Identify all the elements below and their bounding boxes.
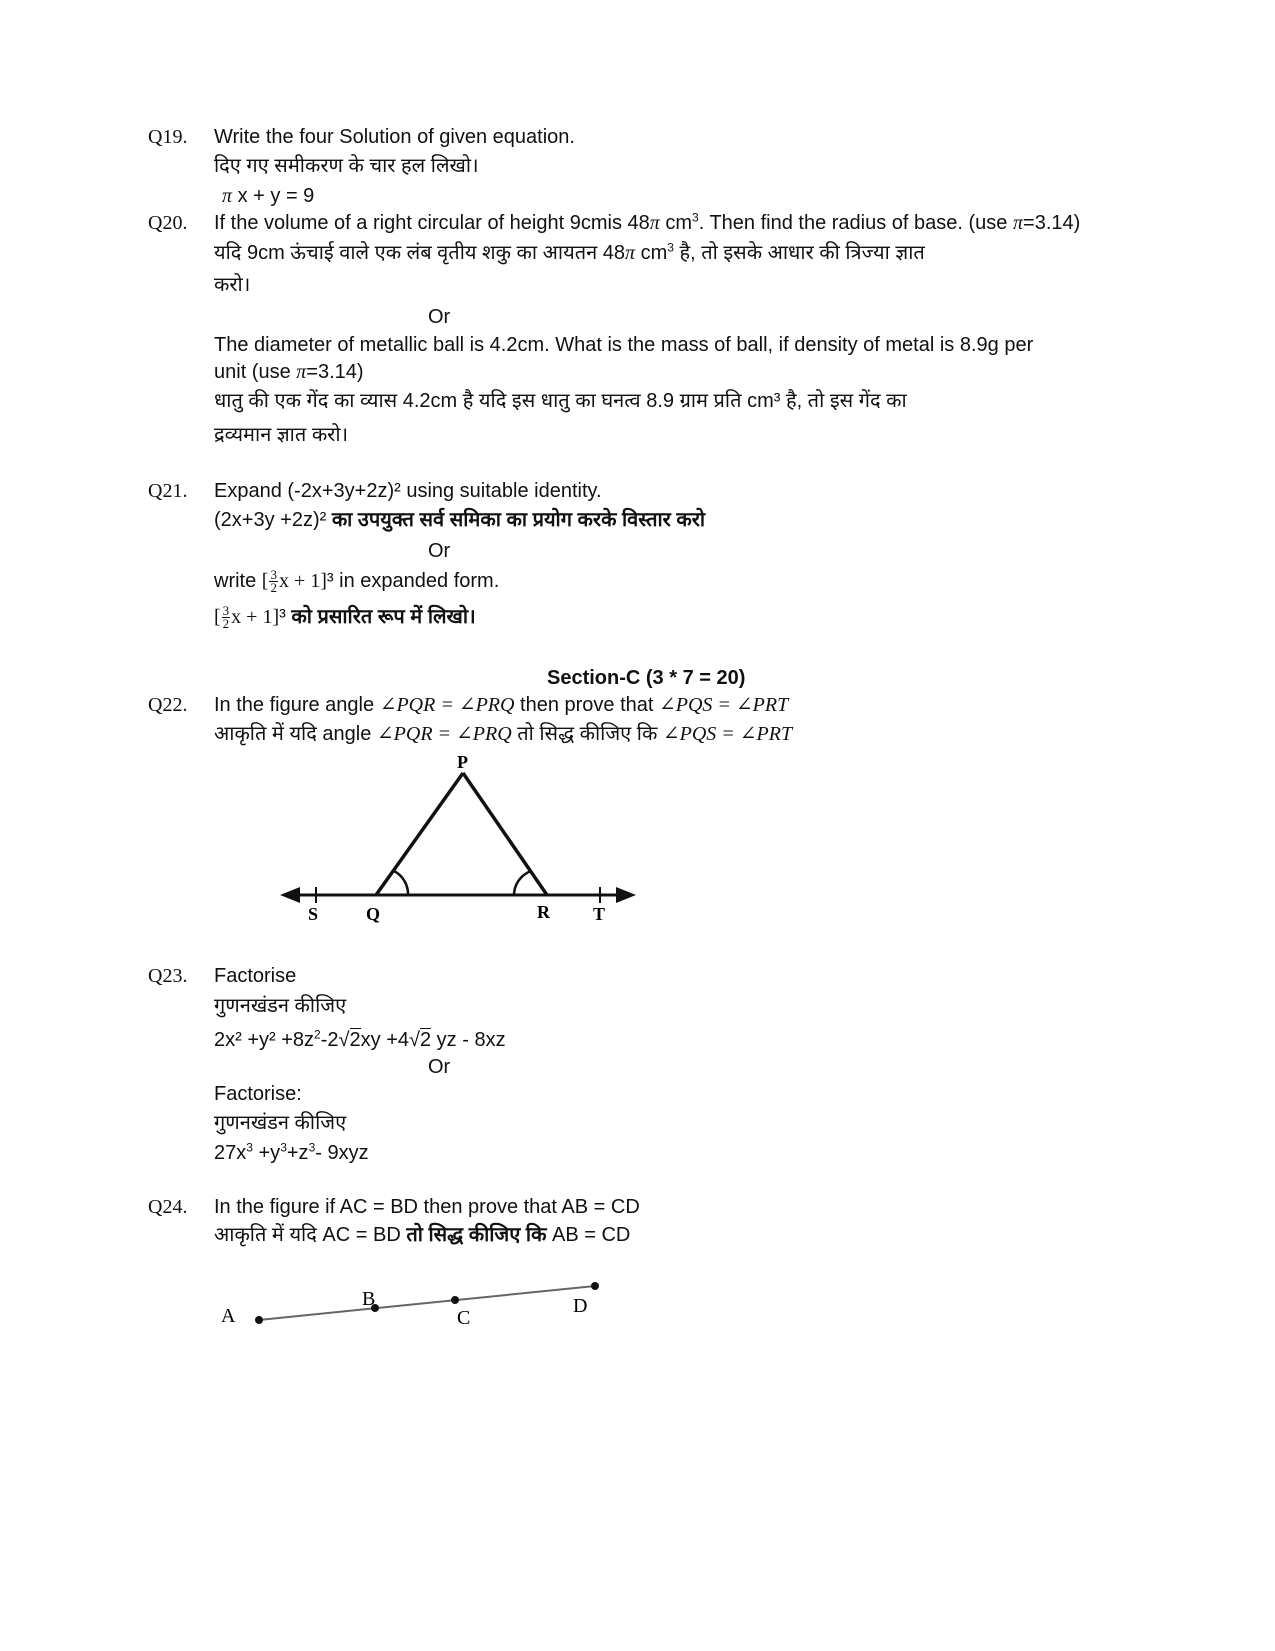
q19-equation: π x + y = 9 bbox=[222, 185, 315, 207]
q21-number: Q21. bbox=[148, 480, 188, 502]
point-c bbox=[451, 1296, 459, 1304]
point-a bbox=[255, 1316, 263, 1324]
label-r: R bbox=[537, 902, 550, 922]
left-arrowhead bbox=[280, 887, 300, 903]
label-c: C bbox=[457, 1307, 471, 1329]
label-p: P bbox=[457, 752, 468, 772]
q20-or: Or bbox=[428, 306, 451, 328]
q21-or: Or bbox=[428, 540, 451, 562]
q23-english: Factorise bbox=[214, 965, 297, 987]
q20-english: If the volume of a right circular of height 9cmis 48π $cm^3$. Then find the radius of base. (use π=3.14) bbox=[214, 210, 1081, 234]
q20-alt-english-2: unit (use π=3.14) bbox=[214, 361, 364, 383]
angle-arc-q bbox=[394, 871, 408, 895]
side-pq bbox=[376, 773, 463, 895]
q24-english: In the figure if AC = BD then prove that AB = CD bbox=[214, 1196, 640, 1218]
q20-hindi-cont: करो। bbox=[214, 274, 251, 296]
point-d bbox=[591, 1282, 599, 1290]
q23-alt-english: Factorise: bbox=[214, 1083, 302, 1105]
q20-number: Q20. bbox=[148, 212, 188, 234]
fraction-three-halves: $\frac{3}{2}$ bbox=[222, 603, 230, 632]
q23-hindi: गुणनखंडन कीजिए bbox=[214, 995, 347, 1017]
label-a: A bbox=[221, 1305, 236, 1327]
q20-alt-hindi-2: द्रव्यमान ज्ञात करो। bbox=[214, 424, 349, 446]
q21-alt-english: write [ $\frac{3}{2}$ x + 1]³ in expanded form. bbox=[214, 567, 500, 596]
triangle-figure bbox=[270, 750, 650, 930]
q23-number: Q23. bbox=[148, 965, 188, 987]
q22-hindi: आकृति में यदि angle ∠PQR = ∠PRQ तो सिद्ध कीजिए कि ∠PQS = ∠PRT bbox=[214, 723, 793, 745]
fraction-three-halves: $\frac{3}{2}$ bbox=[270, 567, 277, 596]
right-arrowhead bbox=[616, 887, 636, 903]
q20-alt-english-1: The diameter of metallic ball is 4.2cm. What is the mass of ball, if density of metal is 8.9g per bbox=[214, 334, 1034, 356]
q21-hindi: (2x+3y +2z)² का उपयुक्त सर्व समिका का प्रयोग करके विस्तार करो bbox=[214, 509, 706, 531]
q19-english: Write the four Solution of given equation. bbox=[214, 126, 575, 148]
angle-arc-r bbox=[514, 871, 531, 895]
label-s: S bbox=[308, 904, 319, 924]
label-b: B bbox=[362, 1288, 376, 1310]
q19-number: Q19. bbox=[148, 126, 188, 148]
q23-alt-expression: $27x^3 +y^3+z^3-$ 9xyz bbox=[214, 1140, 369, 1164]
q23-or: Or bbox=[428, 1056, 451, 1078]
q22-number: Q22. bbox=[148, 694, 188, 716]
label-q: Q bbox=[366, 904, 381, 924]
side-pr bbox=[463, 773, 547, 895]
line-segment-figure bbox=[215, 1280, 615, 1340]
q23-alt-hindi: गुणनखंडन कीजिए bbox=[214, 1112, 347, 1134]
q23-expression: $2x^2 +y^2 +8z^2-2√2xy +4√2$ yz - 8xz bbox=[214, 1027, 506, 1051]
q21-english: Expand (-2x+3y+2z)² using suitable identity. bbox=[214, 480, 602, 502]
label-d: D bbox=[573, 1295, 588, 1317]
q20-alt-hindi-1: धातु की एक गेंद का व्यास 4.2cm है यदि इस धातु का घनत्व 8.9 ग्राम प्रति cm³ है, तो इस गेंद का bbox=[214, 390, 907, 412]
q19-hindi: दिए गए समीकरण के चार हल लिखो। bbox=[214, 155, 479, 177]
q24-number: Q24. bbox=[148, 1196, 188, 1218]
label-t: T bbox=[593, 904, 606, 924]
q21-alt-hindi: [ $\frac{3}{2}$ x + 1]³ को प्रसारित रूप में लिखो। bbox=[214, 603, 476, 632]
q22-english: In the figure angle ∠PQR = ∠PRQ then prove that ∠PQS = ∠PRT bbox=[214, 694, 789, 716]
section-c-heading: Section-C (3 * 7 = 20) bbox=[547, 667, 746, 689]
q20-hindi: यदि 9cm ऊंचाई वाले एक लंब वृतीय शकु का आयतन 48π $cm^3$ है, तो इसके आधार की त्रिज्या ज्ञात bbox=[214, 240, 925, 264]
segment-ad bbox=[259, 1286, 595, 1320]
q24-hindi: आकृति में यदि AC = BD तो सिद्ध कीजिए कि AB = CD bbox=[214, 1224, 631, 1246]
